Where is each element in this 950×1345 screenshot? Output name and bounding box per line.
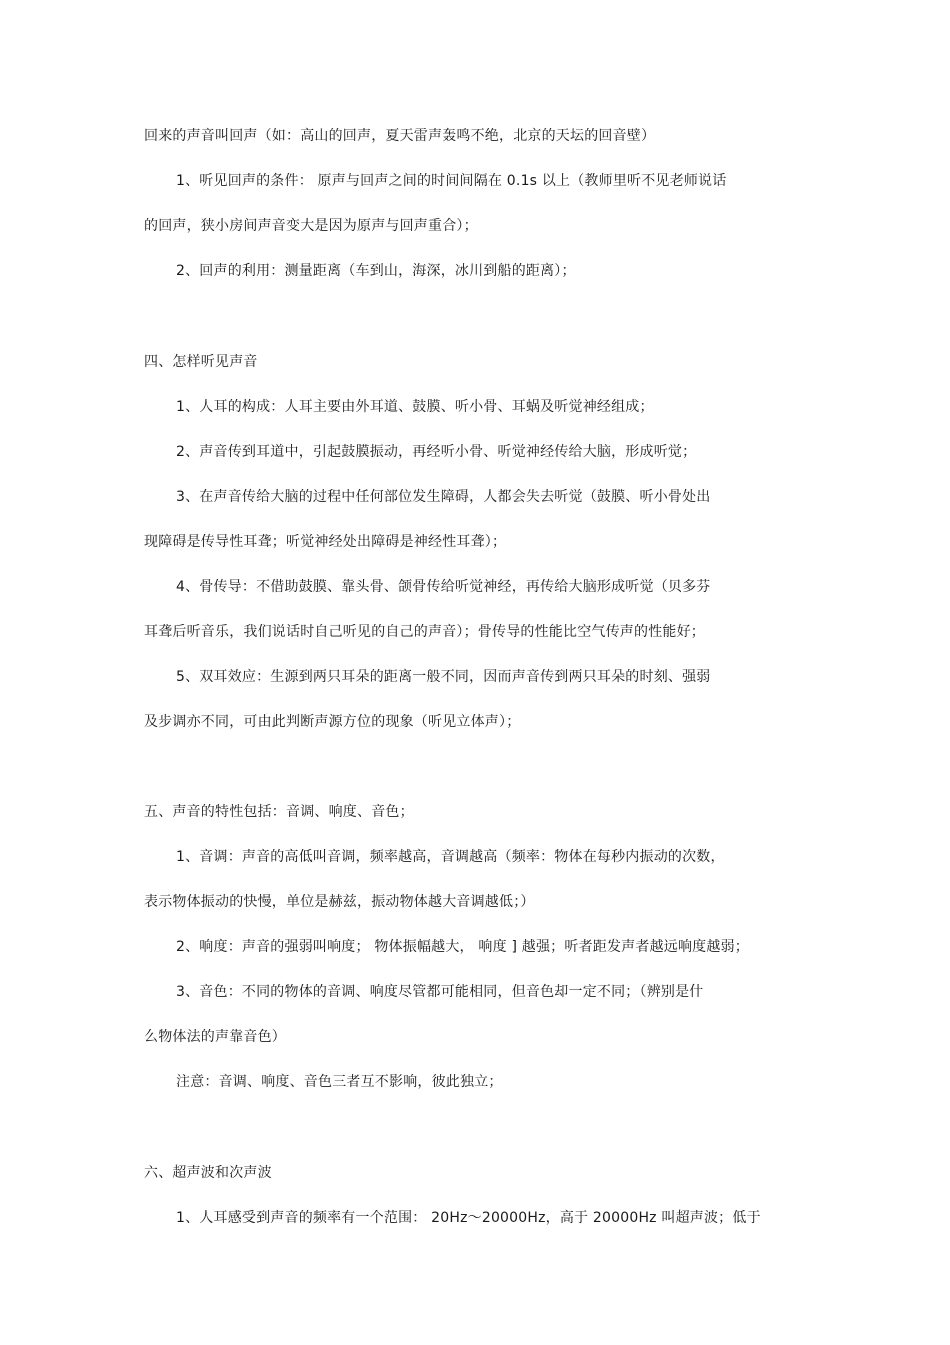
section-heading-ultrasound: 六、超声波和次声波 (144, 1165, 272, 1181)
hearing-process-line: 2、声音传到耳道中，引起鼓膜振动，再经听小骨、听觉神经传给大脑，形成听觉； (176, 444, 697, 460)
deafness-line: 3、在声音传给大脑的过程中任何部位发生障碍，人都会失去听觉（鼓膜、听小骨处出 (176, 489, 711, 505)
bone-conduction-continued: 耳聋后听音乐，我们说话时自己听见的自己的声音）；骨传导的性能比空气传声的性能好； (144, 624, 705, 640)
echo-usage-line: 2、回声的利用：测量距离（车到山，海深，冰川到船的距离）； (176, 263, 576, 279)
binaural-effect-line: 5、双耳效应：生源到两只耳朵的距离一般不同，因而声音传到两只耳朵的时刻、强弱 (176, 669, 711, 685)
section-heading-hearing: 四、怎样听见声音 (144, 354, 258, 370)
loudness-line: 2、响度：声音的强弱叫响度； 物体振幅越大， 响度 ] 越强；听者距发声者越远响度越弱； (176, 939, 749, 955)
timbre-line: 3、音色：不同的物体的音调、响度尽管都可能相同，但音色却一定不同；（辨别是什 (176, 984, 704, 1000)
frequency-range-line: 1、人耳感受到声音的频率有一个范围： 20Hz～20000Hz，高于 20000Hz 叫超声波；低于 (176, 1210, 761, 1226)
echo-definition-line: 回来的声音叫回声（如：高山的回声，夏天雷声轰鸣不绝，北京的天坛的回音壁） (144, 128, 656, 144)
echo-condition-line: 1、听见回声的条件： 原声与回声之间的时间间隔在 0.1s 以上（教师里听不见老师说话 (176, 173, 727, 189)
binaural-effect-continued: 及步调亦不同，可由此判断声源方位的现象（听见立体声）； (144, 714, 521, 730)
pitch-line: 1、音调：声音的高低叫音调，频率越高，音调越高（频率：物体在每秒内振动的次数， (176, 849, 725, 865)
section-heading-properties: 五、声音的特性包括：音调、响度、音色； (144, 804, 414, 820)
timbre-continued: 么物体法的声靠音色） (144, 1029, 286, 1045)
pitch-continued: 表示物体振动的快慢，单位是赫兹，振动物体越大音调越低；） (144, 894, 535, 910)
note-line: 注意：音调、响度、音色三者互不影响，彼此独立； (176, 1074, 503, 1090)
bone-conduction-line: 4、骨传导：不借助鼓膜、靠头骨、颌骨传给听觉神经，再传给大脑形成听觉（贝多芬 (176, 579, 711, 595)
ear-structure-line: 1、人耳的构成：人耳主要由外耳道、鼓膜、听小骨、耳蜗及听觉神经组成； (176, 399, 654, 415)
deafness-continued: 现障碍是传导性耳聋；听觉神经处出障碍是神经性耳聋）； (144, 534, 507, 550)
echo-condition-continued: 的回声，狭小房间声音变大是因为原声与回声重合）； (144, 218, 478, 234)
